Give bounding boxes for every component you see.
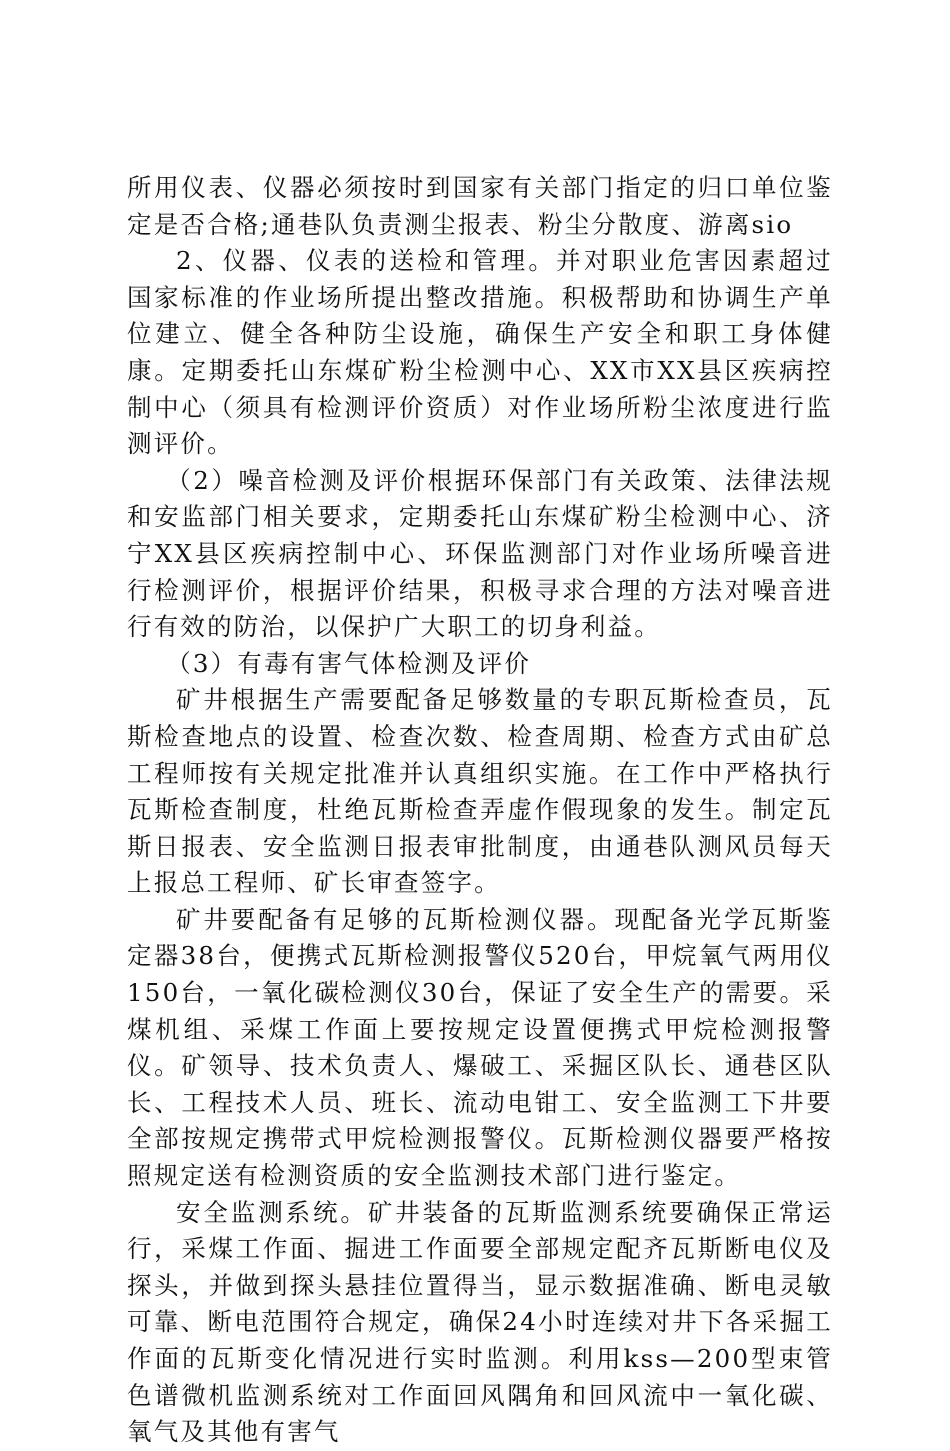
section-heading-toxic-gas: （3）有毒有害气体检测及评价 [166,648,532,678]
paragraph-instrument-inspection: 2、仪器、仪表的送检和管理。并对职业危害因素超过国家标准的作业场所提出整改措施。积极帮助和协调生产单位建立、健全各种防尘设施，确保生产安全和职工身体健康。定期委托山东煤矿粉尘检测中心、XX市XX县区疾病控制中心（须具有检测评价资质）对作业场所粉尘浓度进行监测评价。 [127,246,833,459]
document-body [127,170,833,1451]
paragraph-continuation: 所用仪表、仪器必须按时到国家有关部门指定的归口单位鉴定是否合格;通巷队负责测尘报表、粉尘分散度、游离sio [127,173,833,239]
paragraph-gas-instruments: 矿井要配备有足够的瓦斯检测仪器。现配备光学瓦斯鉴定器38台，便携式瓦斯检测报警仪520台，甲烷氧气两用仪150台，一氧化碳检测仪30台，保证了安全生产的需要。采煤机组、采煤工作面上要按规定设置便携式甲烷检测报警仪。矿领导、技术负责人、爆破工、采掘区队长、通巷区队长、工程技术人员、班长、流动电钳工、安全监测工下井要全部按规定携带式甲烷检测报警仪。瓦斯检测仪器要严格按照规定送有检测资质的安全监测技术部门进行鉴定。 [127,904,833,1191]
paragraph-gas-inspectors: 矿井根据生产需要配备足够数量的专职瓦斯检查员，瓦斯检查地点的设置、检查次数、检查周期、检查方式由矿总工程师按有关规定批准并认真组织实施。在工作中严格执行瓦斯检查制度，杜绝瓦斯检查弄虚作假现象的发生。制定瓦斯日报表、安全监测日报表审批制度，由通巷队测风员每天上报总工程师、矿长审查签字。 [127,685,833,898]
paragraph-safety-monitoring: 安全监测系统。矿井装备的瓦斯监测系统要确保正常运行，采煤工作面、掘进工作面要全部规定配齐瓦斯断电仪及探头，并做到探头悬挂位置得当，显示数据准确、断电灵敏可靠、断电范围符合规定，确保24小时连续对井下各采掘工作面的瓦斯变化情况进行实时监测。利用kss—200型束管色谱微机监测系统对工作面回风隅角和回风流中一氧化碳、氧气及其他有害气 [127,1197,833,1447]
paragraph-noise-detection: （2）噪音检测及评价根据环保部门有关政策、法律法规和安监部门相关要求，定期委托山东煤矿粉尘检测中心、济宁XX县区疾病控制中心、环保监测部门对作业场所噪音进行检测评价，根据评价结果，积极寻求合理的方法对噪音进行有效的防治，以保护广大职工的切身利益。 [127,465,833,642]
